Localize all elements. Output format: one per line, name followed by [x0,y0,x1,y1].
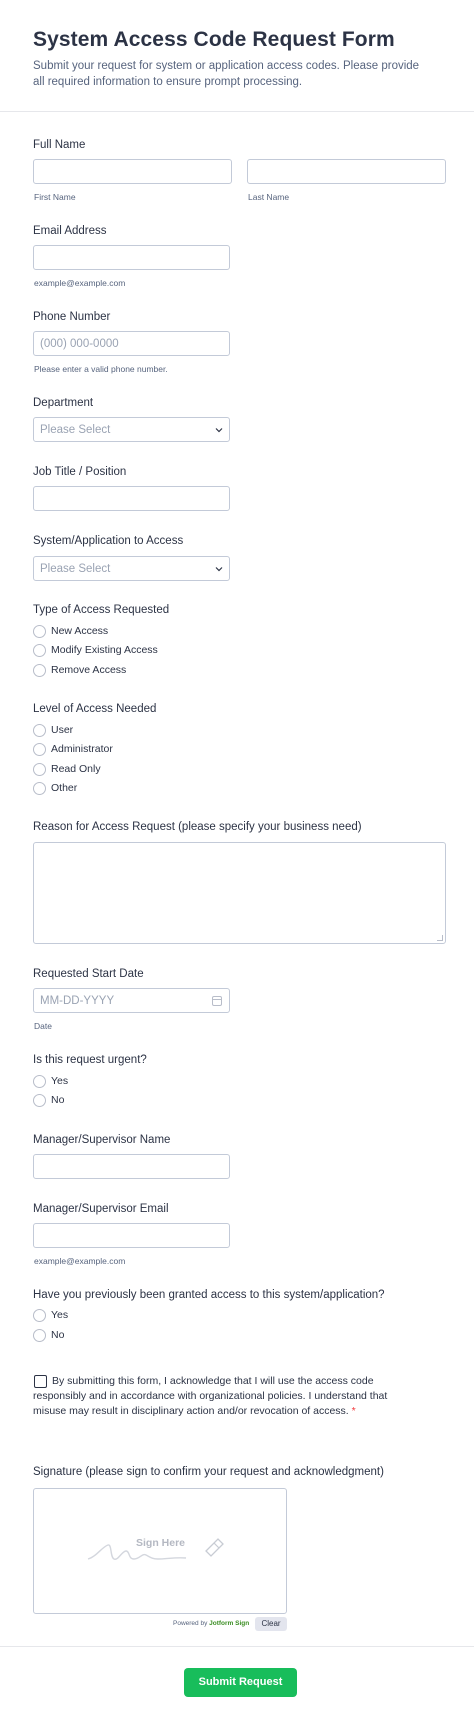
required-mark: * [351,1405,356,1417]
form-subtitle: Submit your request for system or application access codes. Please provide all required information to ensure prompt processing. [33,60,420,88]
radio-button[interactable] [33,724,46,737]
powered-prefix: Powered by [173,1620,208,1627]
previous-access-label: Have you previously been granted access to this system/application? [33,1289,385,1301]
radio-label: Modify Existing Access [51,644,158,656]
form-header [0,0,474,112]
start-date-label: Requested Start Date [33,968,144,980]
system-select[interactable] [33,556,230,581]
system-label: System/Application to Access [33,535,184,547]
radio-button[interactable] [33,763,46,776]
job-title-label: Job Title / Position [33,466,127,478]
chevron-down-icon [215,426,223,434]
manager-email-label: Manager/Supervisor Email [33,1203,169,1215]
manager-email-sublabel: example@example.com [34,1256,126,1266]
radio-label: Administrator [51,743,113,755]
department-placeholder: Please Select [40,424,111,436]
chevron-down-icon [215,565,223,573]
radio-label: No [51,1094,65,1106]
calendar-icon[interactable] [212,996,222,1006]
radio-button[interactable] [33,644,46,657]
radio-label: Other [51,782,78,794]
email-label: Email Address [33,225,107,237]
radio-button[interactable] [33,782,46,795]
job-title-input[interactable] [33,486,230,511]
access-level-label: Level of Access Needed [33,703,157,715]
radio-button[interactable] [33,1309,46,1322]
radio-label: New Access [51,625,109,637]
phone-input[interactable] [33,331,230,356]
email-input[interactable] [33,245,230,270]
urgent-label: Is this request urgent? [33,1054,147,1066]
radio-button[interactable] [33,743,46,756]
phone-placeholder: (000) 000-0000 [40,338,119,350]
radio-label: Remove Access [51,664,127,676]
radio-button[interactable] [33,1075,46,1088]
manager-name-input[interactable] [33,1154,230,1179]
start-date-sublabel: Date [34,1021,52,1031]
manager-name-label: Manager/Supervisor Name [33,1134,171,1146]
submit-button[interactable]: Submit Request [184,1668,297,1697]
jotform-sign-brand: Jotform Sign [209,1620,250,1627]
radio-label: User [51,724,74,736]
last-name-input[interactable] [247,159,446,184]
sign-here-placeholder: Sign Here [136,1537,186,1549]
powered-by-text [173,1620,249,1627]
start-date-input[interactable] [33,988,230,1013]
clear-signature-button[interactable]: Clear [255,1617,287,1631]
radio-label: No [51,1329,65,1341]
phone-label: Phone Number [33,311,111,323]
form-title: System Access Code Request Form [33,28,395,51]
signature-label: Signature (please sign to confirm your request and acknowledgment) [33,1466,384,1478]
radio-label: Yes [51,1075,69,1087]
radio-button[interactable] [33,1329,46,1342]
last-name-sublabel: Last Name [248,192,290,202]
email-sublabel: example@example.com [34,278,126,288]
first-name-input[interactable] [33,159,232,184]
resize-handle-icon[interactable] [437,935,443,941]
department-label: Department [33,397,94,409]
phone-sublabel: Please enter a valid phone number. [34,364,168,374]
first-name-sublabel: First Name [34,192,76,202]
start-date-placeholder: MM-DD-YYYY [40,995,115,1007]
radio-label: Yes [51,1309,69,1321]
consent-text [33,1374,413,1419]
radio-button[interactable] [33,1094,46,1107]
system-placeholder: Please Select [40,563,111,575]
radio-button[interactable] [33,625,46,638]
radio-button[interactable] [33,664,46,677]
full-name-label: Full Name [33,139,86,151]
reason-textarea[interactable] [33,842,446,944]
signature-pad[interactable] [33,1488,287,1614]
reason-label: Reason for Access Request (please specify your business need) [33,821,362,833]
radio-label: Read Only [51,763,101,775]
manager-email-input[interactable] [33,1223,230,1248]
consent-label: By submitting this form, I acknowledge that I will use the access code responsibly and in accordance with organizational policies. I understand that misuse may result in disciplinary action and/or revocation of access. [33,1375,388,1417]
access-type-label: Type of Access Requested [33,604,170,616]
consent-checkbox[interactable] [34,1375,47,1388]
department-select[interactable] [33,417,230,442]
